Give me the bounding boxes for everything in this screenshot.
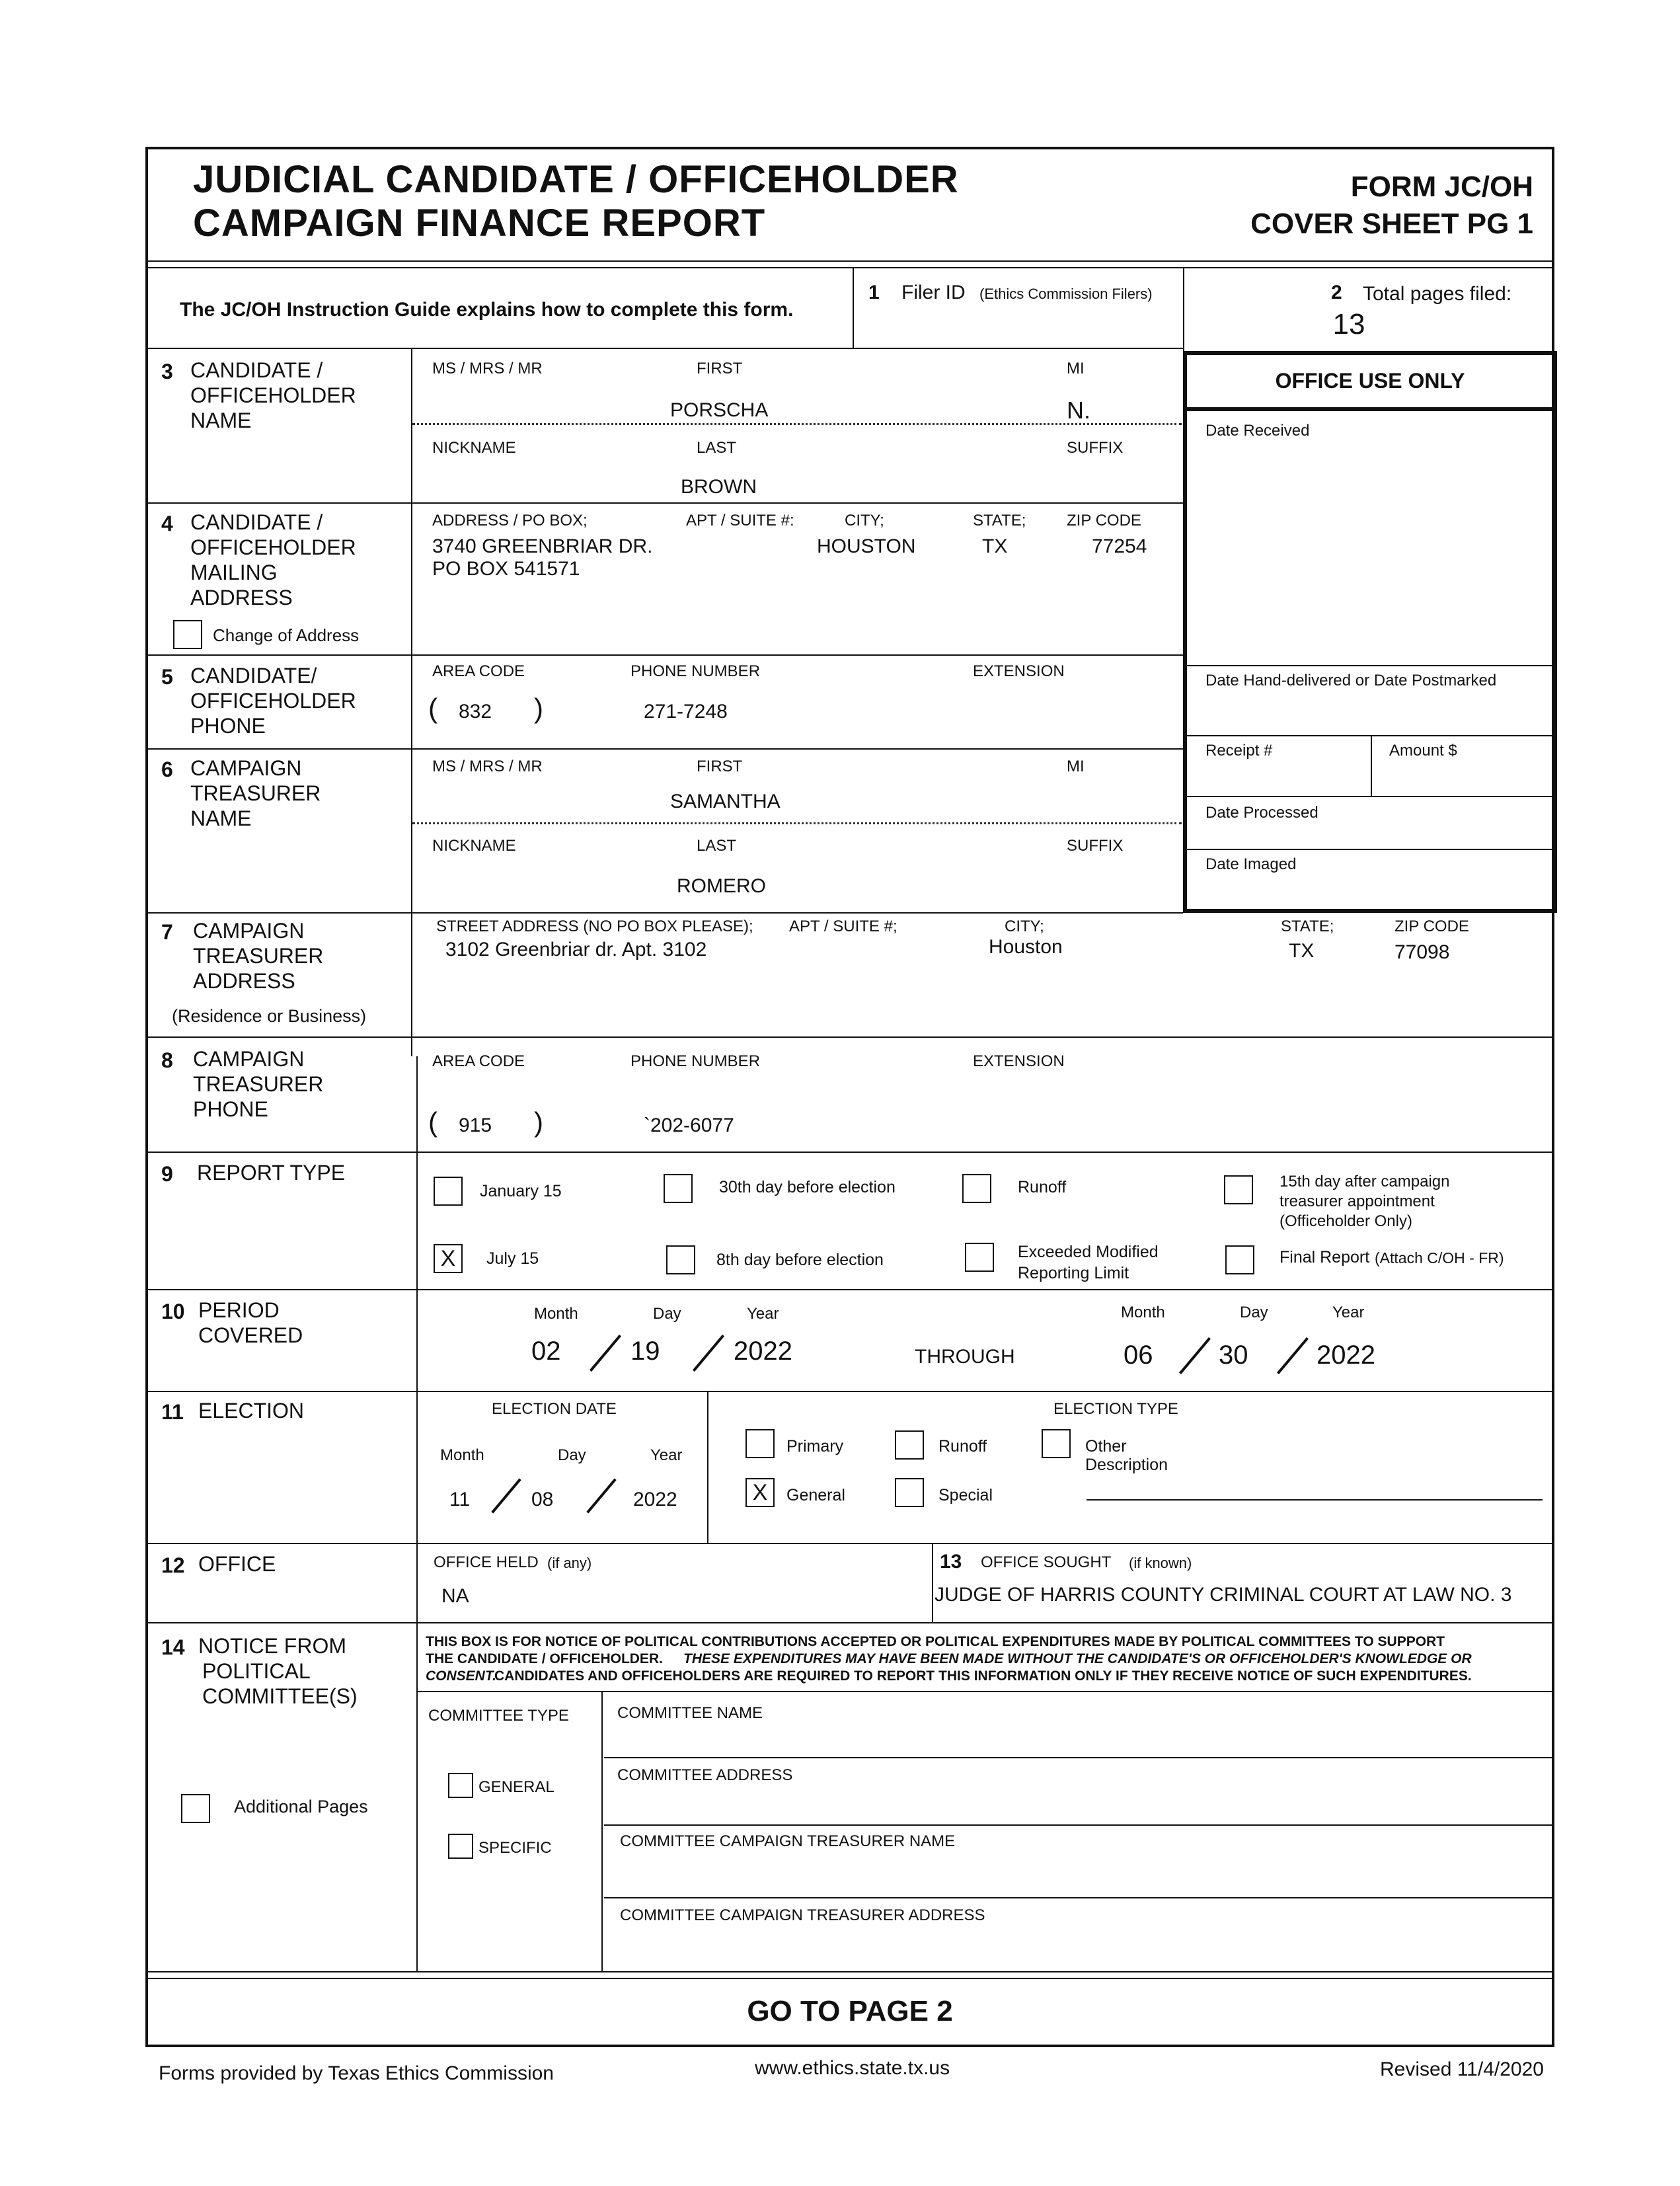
footer-url[interactable]: www.ethics.state.tx.us xyxy=(755,2057,950,2079)
15th-day-checkbox[interactable] xyxy=(1224,1175,1253,1204)
cover-sheet-form: JUDICIAL CANDIDATE / OFFICEHOLDER CAMPAIGN FINANCE REPORT FORM JC/OH COVER SHEET PG 1 The JC/OH Instruction Guide explains how to complete this form. 1 Filer ID (Ethics Commission Filers) 2 Total pages filed: 13 OFFICE USE ONLY Date Received Date Hand-delivered or Date Postmarked Receipt # Amount $ Date Processed Date Imaged 3 CANDIDATE / OFFICEHOLDER NAME MS / MRS / MR FIRST MI PORSCHA N. NICKNAME LAST SUFFIX BROWN 4 CANDIDATE / OFFICEHOLDER MAILING ADDRESS Change of Address ADDRESS / PO BOX; APT / SUITE #: CITY; STATE; ZIP CODE 3740 GREENBRIAR DR. PO BOX 541571 HOUSTON TX 77254 5 CANDIDATE/ OFFICEHOLDER PHONE AREA CODE PHONE NUMBER EXTENSION ( 832 ) 271-7248 6 CAMPAIGN TREASURER NAME MS / MRS / MR FIRST MI SAMANTHA NICKNAME LAST SUFFIX ROMERO 7 CAMPAIGN TREASURER ADDRESS (Residence or Business) STREET ADDRESS (NO PO BOX PLEASE); APT / SUITE #; CITY; STATE; ZIP CODE 3102 Greenbriar dr. Apt. 3102 Houston TX 77098 8 CAMPAIGN TREASURER PHONE AREA CODE PHONE NUMBER EXTENSION ( 915 ) `202-6077 9 REPORT TYPE January 15 30th day before election Runoff 15th day after campaign treasurer appointment (Officeholder Only) X July 15 8th day before election Exceeded Modified Reporting Limit Final Report (Attach C/OH - FR) 10 PERIOD COVERED Month Day Year 02 19 2022 THROUGH Month Day Year 06 30 2022 11 ELECTION ELECTION DATE Month Day Year 11 08 2022 ELECTION TYPE Primary Runoff Other Description X General Special 12 OFFICE OFFICE HELD (if any) NA 13 OFFICE SOUGHT (if known) JUDGE OF HARRIS COUNTY CRIMINAL COURT AT LAW NO. 3 14 NOTICE FROM POLITICAL COMMITTEE(S) Additional Pages THIS BOX IS FOR NOTICE OF POLITICAL CONTRIBUTIONS ACCEPTED OR POLITICAL EXPENDITURES MADE BY POLITICAL COMMITTEES TO SUPPORT THE CANDIDATE / OFFICEHOLDER. THESE EXPENDITURES MAY HAVE BEEN MADE WITHOUT THE CANDIDATE'S OR OFFICEHOLDER'S KNOWLEDGE OR CONSENT. CANDIDATES AND OFFICEHOLDERS ARE REQUIRED TO REPORT THIS INFORMATION ONLY IF THEY RECEIVE NOTICE OF SUCH EXPENDITURES. COMMITTEE TYPE GENERAL SPECIFIC COMMITTEE NAME COMMITTEE ADDRESS COMMITTEE CAMPAIGN TREASURER NAME COMMITTEE CAMPAIGN TREASURER ADDRESS GO TO PAGE 2 xyxy=(145,147,1554,2047)
general-committee-checkbox[interactable] xyxy=(448,1773,473,1798)
candidate-state[interactable]: TX xyxy=(982,535,1008,557)
candidate-address-2[interactable]: PO BOX 541571 xyxy=(432,558,580,580)
total-pages-value[interactable]: 13 xyxy=(1332,308,1365,340)
go-to-page-2: GO TO PAGE 2 xyxy=(747,1995,953,2027)
form-id: FORM JC/OH xyxy=(1350,171,1533,203)
office-sought-value[interactable]: JUDGE OF HARRIS COUNTY CRIMINAL COURT AT LAW NO. 3 xyxy=(935,1584,1512,1606)
treasurer-zip[interactable]: 77098 xyxy=(1394,941,1450,963)
form-page: COVER SHEET PG 1 xyxy=(1250,208,1533,240)
treasurer-street[interactable]: 3102 Greenbriar dr. Apt. 3102 xyxy=(445,939,707,960)
candidate-city[interactable]: HOUSTON xyxy=(817,535,916,557)
runoff-report-checkbox[interactable] xyxy=(962,1174,991,1203)
january-15-checkbox[interactable] xyxy=(434,1177,463,1206)
footer-provider: Forms provided by Texas Ethics Commission xyxy=(159,2062,554,2084)
final-report-checkbox[interactable] xyxy=(1225,1245,1254,1274)
office-held-value[interactable]: NA xyxy=(441,1585,469,1607)
8th-day-checkbox[interactable] xyxy=(666,1245,695,1274)
candidate-phone[interactable]: 271-7248 xyxy=(644,701,728,722)
treasurer-last-name[interactable]: ROMERO xyxy=(677,875,766,897)
other-election-checkbox[interactable] xyxy=(1042,1429,1071,1458)
exceeded-limit-checkbox[interactable] xyxy=(965,1243,994,1272)
special-election-checkbox[interactable] xyxy=(895,1478,924,1507)
primary-checkbox[interactable] xyxy=(745,1429,775,1458)
additional-pages-checkbox[interactable] xyxy=(181,1794,210,1823)
candidate-first-name[interactable]: PORSCHA xyxy=(670,399,769,421)
period-from-month[interactable]: 02 xyxy=(531,1337,561,1366)
candidate-area-code[interactable]: 832 xyxy=(459,701,492,722)
july-15-checkbox[interactable]: X xyxy=(434,1244,463,1273)
general-election-checkbox[interactable]: X xyxy=(745,1478,775,1507)
form-title-2: CAMPAIGN FINANCE REPORT xyxy=(193,202,766,245)
election-month[interactable]: 11 xyxy=(449,1489,471,1510)
candidate-address-1[interactable]: 3740 GREENBRIAR DR. xyxy=(432,535,653,557)
period-to-day[interactable]: 30 xyxy=(1219,1341,1248,1370)
treasurer-phone[interactable]: `202-6077 xyxy=(644,1114,734,1136)
treasurer-first-name[interactable]: SAMANTHA xyxy=(670,791,781,812)
form-title: JUDICIAL CANDIDATE / OFFICEHOLDER xyxy=(193,158,959,201)
period-to-year[interactable]: 2022 xyxy=(1317,1341,1375,1370)
candidate-last-name[interactable]: BROWN xyxy=(681,476,757,498)
treasurer-state[interactable]: TX xyxy=(1289,940,1315,962)
30th-day-checkbox[interactable] xyxy=(664,1174,693,1203)
office-use-title: OFFICE USE ONLY xyxy=(1275,369,1465,393)
instruction-text: The JC/OH Instruction Guide explains how to complete this form. xyxy=(180,299,794,321)
specific-committee-checkbox[interactable] xyxy=(448,1834,473,1859)
footer-revised: Revised 11/4/2020 xyxy=(1380,2058,1544,2080)
treasurer-city[interactable]: Houston xyxy=(989,936,1063,958)
change-of-address-checkbox[interactable] xyxy=(173,620,202,649)
treasurer-area-code[interactable]: 915 xyxy=(459,1114,492,1136)
election-day[interactable]: 08 xyxy=(531,1489,554,1510)
period-from-year[interactable]: 2022 xyxy=(734,1337,792,1366)
period-from-day[interactable]: 19 xyxy=(630,1337,660,1366)
filer-id-label: Filer ID xyxy=(901,282,966,303)
period-to-month[interactable]: 06 xyxy=(1124,1341,1153,1370)
candidate-mi[interactable]: N. xyxy=(1067,397,1090,424)
candidate-zip[interactable]: 77254 xyxy=(1092,535,1147,557)
election-year[interactable]: 2022 xyxy=(633,1489,677,1510)
runoff-election-checkbox[interactable] xyxy=(895,1430,924,1460)
total-pages-label: Total pages filed: xyxy=(1363,283,1512,305)
